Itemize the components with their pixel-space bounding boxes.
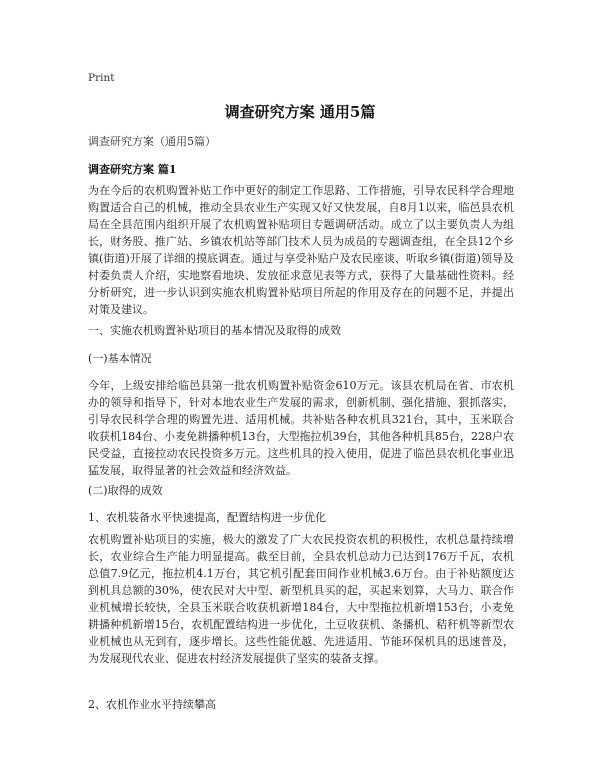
heading-results: (二)取得的成效 xyxy=(88,484,163,497)
document-title: 调查研究方案 通用5篇 xyxy=(224,103,376,121)
heading-basic-situation-and-results: 一、实施农机购置补贴项目的基本情况及取得的成效 xyxy=(88,324,341,337)
paragraph-equipment-level: 农机购置补贴项目的实施，极大的激发了广大农民投资农机的积极性，农机总量持续增长，农业综合生产能力明显提高。截至目前，全县农机总动力已达到176万千瓦，农机总值7.9亿元，拖拉机4.1万台，其它机引配套田间作业机械3.6万台。由于补贴额度达到机具总额的30%，使农民对大中型、新型机具买的起，买起来划算，大马力、联合作业机械增长较快，全县玉米联合收获机新增184台，大中型拖拉机新增153台，小麦免耕播种机新增15台，农机配置结构进一步优化，土豆收获机、条播机、秸秆机等新型农业机械也从无到有，逐步增长。这些性能优越、先进适用、节能环保机具的迅速普及，为发展现代农业、促进农村经济发展提供了坚实的装备支撑。 xyxy=(88,533,514,665)
paragraph-intro: 为在今后的农机购置补贴工作中更好的制定工作思路、工作措施，引导农民科学合理地购置适合自己的机械，推动全县农业生产实现又好又快发展，自8月1以来，临邑县农机局在全县范围内组织开展了农机购置补贴项目专题调研活动。成立了以主要负责人为组长，财务股、推广站、乡镇农机站等部门技术人员为成员的专题调查组，在全县12个乡镇(街道)开展了详细的摸底调查。通过与享受补贴户及农民座谈、听取乡镇(街道)领导及村委负责人介绍，实地察看地块、发放征求意见表等方式，获得了大量基础性资料。经分析研究，进一步认识到实施农机购置补贴项目所起的作用及存在的问题不足，并提出对策及建议。 xyxy=(88,184,514,316)
paragraph-basic-situation: 今年，上级安排给临邑县第一批农机购置补贴资金610万元。该县农机局在省、市农机办的领导和指导下，针对本地农业生产发展的需求，创新机制、强化措施、狠抓落实，引导农民科学合理的购置先进、适用机械。共补贴各种农机具321台，其中，玉米联合收获机184台、小麦免耕播种机13台，大型拖拉机39台，其他各种机具85台，228户农民受益，直接拉动农民投资多万元。这些机具的投入使用，促进了临邑县农机化事业迅猛发展，取得显著的社会效益和经济效益。 xyxy=(88,379,514,477)
document-subtitle: 调查研究方案（通用5篇） xyxy=(88,135,216,148)
heading-basic-situation: (一)基本情况 xyxy=(88,352,152,365)
heading-operation-level: 2、农机作业水平持续攀高 xyxy=(88,698,216,711)
heading-equipment-level: 1、农机装备水平快速提高，配置结构进一步优化 xyxy=(88,511,326,524)
section-title: 调查研究方案 篇1 xyxy=(88,163,177,176)
print-label[interactable]: Print xyxy=(88,72,115,84)
